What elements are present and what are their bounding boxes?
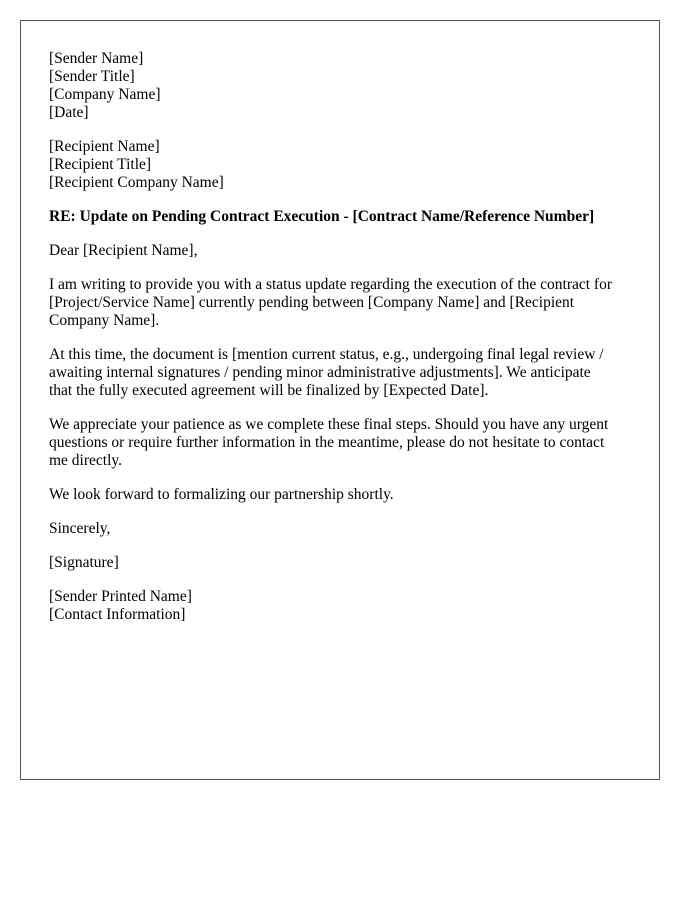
paragraph-line: At this time, the document is [mention current status, e.g., undergoing final legal review /	[49, 346, 604, 363]
closing-text: Sincerely,	[49, 520, 111, 537]
paragraph-line: I am writing to provide you with a status update regarding the execution of the contract for	[49, 276, 612, 293]
body-paragraph-1	[49, 276, 631, 330]
contact-information: [Contact Information]	[49, 606, 186, 623]
sender-company: [Company Name]	[49, 86, 161, 103]
signature-text: [Signature]	[49, 554, 119, 571]
sender-printed-name: [Sender Printed Name]	[49, 588, 192, 605]
salutation	[49, 242, 631, 260]
sender-block	[49, 50, 631, 122]
sender-footer	[49, 588, 631, 624]
letter-page	[20, 20, 660, 780]
signature	[49, 554, 631, 572]
body-paragraph-2	[49, 346, 631, 400]
paragraph-line: me directly.	[49, 452, 123, 469]
paragraph-line: We appreciate your patience as we complete these final steps. Should you have any urgent	[49, 416, 609, 433]
paragraph-line: [Project/Service Name] currently pending between [Company Name] and [Recipient	[49, 294, 575, 311]
recipient-name: [Recipient Name]	[49, 138, 160, 155]
paragraph-line: that the fully executed agreement will be finalized by [Expected Date].	[49, 382, 489, 399]
paragraph-line: awaiting internal signatures / pending minor administrative adjustments]. We anticipate	[49, 364, 591, 381]
closing	[49, 520, 631, 538]
salutation-text: Dear [Recipient Name],	[49, 242, 198, 259]
subject-line	[49, 208, 631, 226]
body-paragraph-3	[49, 416, 631, 470]
paragraph-line: We look forward to formalizing our partnership shortly.	[49, 486, 394, 503]
paragraph-line: questions or require further information in the meantime, please do not hesitate to contact	[49, 434, 605, 451]
body-paragraph-4	[49, 486, 631, 504]
recipient-company: [Recipient Company Name]	[49, 174, 224, 191]
recipient-title: [Recipient Title]	[49, 156, 152, 173]
subject-text: RE: Update on Pending Contract Execution - [Contract Name/Reference Number]	[49, 208, 595, 225]
sender-title: [Sender Title]	[49, 68, 135, 85]
recipient-block	[49, 138, 631, 192]
sender-name: [Sender Name]	[49, 50, 144, 67]
paragraph-line: Company Name].	[49, 312, 160, 329]
letter-date: [Date]	[49, 104, 89, 121]
